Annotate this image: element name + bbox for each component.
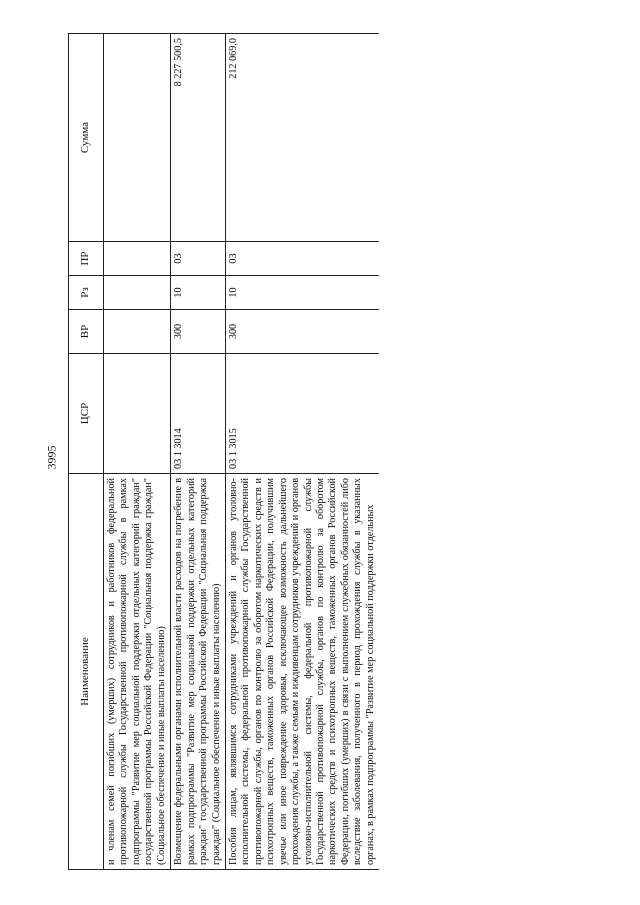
row-sum: 212 069,0	[225, 34, 379, 242]
row-csr: 03 1 3015	[225, 354, 379, 474]
header-name: Наименование	[69, 474, 104, 870]
page-number-wrapper	[40, 445, 64, 470]
row-sum: 8 227 500,5	[171, 34, 226, 242]
row-pr: 03	[171, 242, 226, 276]
row-name: Пособия лицам, являвшимся сотрудниками учреждений и органов уголовно-исполнительной системы, федеральной противопожарной службы Государственной противопожарной службы, органов по контролю за оборотом наркотических средств и психотропных веществ, таможенных органов Российской Федерации, получившим увечье или иное повреждение здоровья, исключающее возможность дальнейшего прохождения службы, а также семьям и иждивенцам сотрудников учреждений и органов уголовно-исполнительной системы, федеральной противопожарной службы Государственной противопожарной службы, органов по контролю за оборотом наркотических средств и психотропных веществ, таможенных органов Российской Федерации, погибших (умерших) в связи с выполнением служебных обязанностей либо вследствие заболевания, полученного в период прохождения службы в указанных органах, в рамках подпрограммы "Развитие мер социальной поддержки отдельных	[225, 474, 379, 870]
row-pr	[104, 242, 171, 276]
row-name: Возмещение федеральными органами исполнительной власти расходов на погребение в рамках подпрограммы "Развитие мер социальной поддержки отдельных категорий граждан" государственной программы Российской Федерации "Социальная поддержка граждан" (Социальное обеспечение и иные выплаты населению)	[171, 474, 226, 870]
row-vr: 300	[225, 310, 379, 354]
header-vr: ВР	[69, 310, 104, 354]
table-row	[171, 34, 226, 870]
row-name: и членам семей погибших (умерших) сотрудников и работников федеральной противопожарной службы Государственной противопожарной службы в рамках подпрограммы "Развитие мер социальной поддержки отдельных категорий граждан" государственной программы Российской Федерации "Социальная поддержка граждан" (Социальное обеспечение и иные выплаты населению)	[104, 474, 171, 870]
header-csr: ЦСР	[69, 354, 104, 474]
table-row	[104, 34, 171, 870]
table-row	[225, 34, 379, 870]
rotated-page-content	[68, 34, 628, 870]
row-sum	[104, 34, 171, 242]
row-rz	[104, 276, 171, 310]
header-sum: Сумма	[69, 34, 104, 242]
row-pr: 03	[225, 242, 379, 276]
row-rz: 10	[225, 276, 379, 310]
header-pr: ПР	[69, 242, 104, 276]
row-vr	[104, 310, 171, 354]
row-csr	[104, 354, 171, 474]
row-vr: 300	[171, 310, 226, 354]
table-header-row	[69, 34, 104, 870]
page-number: 3995	[44, 445, 59, 470]
row-rz: 10	[171, 276, 226, 310]
budget-table	[68, 33, 379, 870]
row-csr: 03 1 3014	[171, 354, 226, 474]
header-rz: Рз	[69, 276, 104, 310]
